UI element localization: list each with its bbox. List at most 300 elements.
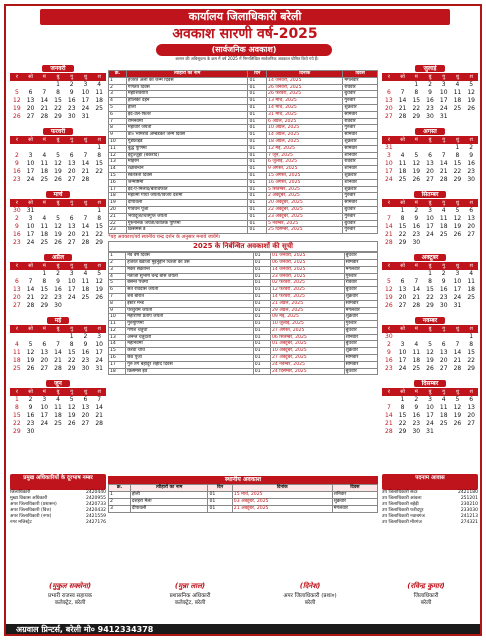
weekday-label: श [97,326,101,332]
date-cell: 20 [385,105,393,112]
restricted-row [109,341,378,348]
date-cell: 13 [81,404,90,411]
date-cell: 15 [40,286,49,293]
date-cell: 13 [40,349,49,356]
table-cell: 14 [109,166,127,173]
date-cell: 3 [28,152,33,159]
date-cell: 30 [385,333,393,340]
date-cell: 6 [83,396,88,403]
date-cell: 9 [14,223,19,230]
date-cell: 10 [398,349,407,356]
weekday-label: गु [442,74,446,80]
local-holidays-title: स्थानीय अवकाश [108,476,378,484]
date-cell: 19 [385,294,393,301]
weekday-label: बु [428,137,432,143]
holiday-calendar-sheet [4,4,482,636]
date-cell: 28 [81,239,90,246]
date-cell: 7 [28,278,33,285]
date-cell: 19 [13,105,21,112]
date-cell [451,113,465,121]
date-cell: 11 [81,278,90,285]
weekday-label: गु [442,137,446,143]
weekday-label: बु [56,137,60,143]
date-cell [79,302,93,310]
date-cell: 15 [426,286,434,293]
month-label: सितम्बर [414,191,447,198]
table-cell: 01 [208,499,232,506]
contact-designation: उप जिलाधिकारी मीरगंज [382,520,422,525]
contact-number: 2421180 [457,490,478,495]
date-cell: 31 [426,428,434,435]
date-cell: 11 [412,349,421,356]
table-cell: 6 अप्रैल, 2025 [267,118,343,125]
date-cell: 29 [467,365,475,372]
table-cell: 19 [109,200,127,207]
weekday-label: मं [414,74,418,80]
signatory-place: बरेली [420,600,432,606]
weekday-label: बु [56,74,60,80]
date-cell: 10 [426,215,434,222]
date-cell: 6 [469,396,474,403]
table-cell: 3 [109,91,127,98]
table-cell: 10 जुलाई, 2025 [270,321,344,328]
date-cell: 2 [28,396,33,403]
contact-number: 2421559 [85,514,106,519]
date-cell [37,144,51,152]
table-cell: 11 [109,321,126,328]
date-cell: 13 [467,404,475,411]
date-cell [65,144,79,152]
date-grid [382,144,478,184]
table-cell: 01 [253,273,270,280]
date-cell: 21 [81,168,90,175]
weekday-label: र [15,137,18,143]
date-cell: 5 [14,89,19,96]
date-cell: 16 [412,223,421,230]
table-cell: सोमवार [344,259,377,266]
table-cell: 1 [109,253,126,260]
table-cell: 16 [109,355,126,362]
date-cell: 9 [469,152,474,159]
month-name [10,316,106,325]
weekday-label: मं [42,263,46,269]
date-cell [382,207,396,215]
date-cell: 25 [412,365,421,372]
table-cell: शुक्रवार [343,172,378,179]
date-grid [10,333,106,373]
table-cell: 7 [109,118,127,125]
month-name [382,379,478,388]
date-cell: 27 [426,176,434,183]
date-cell: 19 [54,231,62,238]
weekday-label: गु [442,389,446,395]
table-cell: 01 [248,145,267,152]
printer-footer: अग्रवाल प्रिन्टर्स, बरेली मो० 9412334378 [6,624,480,636]
date-cell: 28 [439,176,448,183]
date-cell [396,81,410,89]
date-cell: 16 [426,97,434,104]
table-cell: 01 [253,266,270,273]
month-block [382,64,478,121]
restricted-row [109,280,378,287]
table-cell: बुधवार [344,327,377,334]
month-name [10,190,106,199]
date-cell: 3 [83,81,88,88]
table-cell: 17 [109,361,126,368]
restricted-holidays-table [108,252,378,375]
date-cell: 27 [67,239,76,246]
table-cell: 2 [109,499,131,506]
table-cell: रविवार [343,84,378,91]
date-cell: 28 [385,239,393,246]
date-grid [10,396,106,436]
table-cell: 14 [109,341,126,348]
date-cell: 6 [69,152,74,159]
date-cell: 20 [81,412,90,419]
table-cell: परशुराम जयंती [126,307,253,314]
contacts-left-title: प्रमुख अधिकारियों के दूरभाष नम्बर [10,474,106,490]
date-cell: 12 [54,160,62,167]
table-cell: 27 अगस्त, 2025 [270,327,344,334]
holiday-row [109,152,378,159]
date-cell: 18 [467,286,475,293]
date-grid [10,81,106,121]
date-cell [437,239,451,247]
table-cell: 15 मार्च, 2025 [232,492,332,499]
date-cell: 10 [453,278,462,285]
date-cell: 30 [26,428,35,435]
date-cell: 17 [398,357,407,364]
date-cell: 22 [467,357,475,364]
table-cell: बसन्त पंचमी [126,280,253,287]
date-cell: 6 [69,215,74,222]
date-cell: 20 [67,168,76,175]
date-cell: 1 [14,396,19,403]
date-cell: 27 [13,302,21,309]
date-cell: 2 [69,81,74,88]
date-cell: 13 [439,349,448,356]
table-cell: गुरुवार [344,273,377,280]
weekday-label: शु [455,263,460,269]
date-cell: 11 [95,89,103,96]
table-cell: करवा चौथ [126,348,253,355]
date-cell: 29 [412,113,421,120]
date-cell: 29 [54,113,62,120]
date-cell: 18 [81,286,90,293]
table-cell: गुरु तेग बहादुर शहीद दिवस [126,361,253,368]
table-cell: 01 [248,179,267,186]
weekday-label: सो [28,200,33,206]
date-cell: 21 [81,231,90,238]
date-cell: 10 [81,89,90,96]
weekday-label: गु [442,263,446,269]
date-cell: 15 [13,412,21,419]
date-cell: 9 [28,404,33,411]
weekday-label: र [15,389,18,395]
date-cell: 1 [428,270,432,277]
weekday-label: र [15,263,18,269]
table-cell: 8 [109,125,127,132]
weekday-label: श [469,389,473,395]
date-cell [79,207,93,215]
date-cell: 25 [467,294,475,301]
date-cell: 23 [26,420,35,427]
date-cell: 23 [439,294,448,301]
table-cell: 29 अप्रैल, 2025 [270,307,344,314]
table-cell: 01 [253,259,270,266]
date-cell: 17 [426,412,434,419]
contact-number: 274321 [460,520,478,525]
month-label: अगस्त [415,128,445,135]
date-cell: 7 [441,152,446,159]
table-cell: गणेश चतुर्थी [126,327,253,334]
date-cell: 22 [398,231,407,238]
restricted-row [109,321,378,328]
date-cell: 28 [40,113,49,120]
date-cell: 8 [56,89,60,96]
date-cell: 26 [54,239,62,246]
date-cell: 26 [453,231,462,238]
date-cell: 8 [14,404,19,411]
table-cell: 14 फरवरी, 2025 [270,293,344,300]
table-cell: 01 [248,104,267,111]
table-cell: रामनवमी [126,118,248,125]
date-cell: 25 [40,176,49,183]
date-cell: 3 [441,81,446,88]
table-cell: महाशिवरात्रि [126,91,248,98]
contacts-right-title: पदनाम आवास [382,474,478,490]
header [6,6,480,52]
page-subtitle: (सार्वजनिक अवकाश) [156,44,332,56]
table-cell: 10 [109,314,126,321]
table-cell: 14 जनवरी, 2025 [267,77,343,84]
weekday-label: सो [28,137,33,143]
table-cell: 01 [253,321,270,328]
signature [16,579,124,607]
date-cell: 1 [400,396,405,403]
weekday-label: सो [28,389,33,395]
table-cell: 3 [109,506,131,513]
date-cell: 10 [26,160,35,167]
date-cell: 11 [467,278,475,285]
weekday-label: गु [442,326,446,332]
date-grid [382,396,478,436]
table-cell: 21 [109,213,127,220]
date-cell: 17 [81,97,90,104]
table-cell: छठ पूजा [126,355,253,362]
date-cell: 1 [469,333,474,340]
column-header: दिनांक [232,485,332,492]
table-cell: 2 [109,259,126,266]
table-cell: 01 [248,186,267,193]
weekday-label: गु [442,200,446,206]
table-cell: बुधवार [344,368,377,375]
table-cell: 7 जून, 2025 [267,152,343,159]
date-cell: 10 [26,223,35,230]
date-cell: 31 [453,302,462,309]
weekday-label: र [15,326,18,332]
date-cell: 30 [426,113,434,120]
date-cell: 16 [13,231,21,238]
date-cell: 12 [26,349,35,356]
table-cell: 1 [109,492,131,499]
weekday-label: श [97,200,101,206]
date-cell: 22 [95,168,103,175]
column-header: दिन [248,71,267,78]
table-cell: ईद-उल-फितर [126,111,248,118]
date-cell: 31 [95,365,103,372]
contacts-left [10,474,106,526]
restricted-holidays-title: 2025 के निर्बन्धित अवकाशों की सूची [108,241,378,252]
date-cell: 25 [439,231,448,238]
date-cell [423,144,437,152]
weekday-label: र [387,326,390,332]
weekday-label: श [469,263,473,269]
date-cell: 26 [26,365,35,372]
date-cell: 20 [426,168,434,175]
date-cell: 3 [428,396,432,403]
date-cell: 15 [453,160,462,167]
weekday-row [10,136,106,144]
weekday-label: बु [56,326,60,332]
date-cell: 30 [13,207,21,214]
weekday-label: श [97,389,101,395]
date-cell: 1 [455,144,460,151]
date-cell: 24 [95,357,103,364]
date-cell: 16 [26,412,35,419]
contact-number: 251201 [460,496,478,501]
date-cell [451,428,465,436]
table-cell: गुरुवार [343,227,378,234]
weekday-label: शु [83,137,88,143]
date-cell: 6 [42,341,47,348]
restricted-row [109,368,378,375]
weekday-label: बु [428,74,432,80]
date-cell: 5 [56,152,60,159]
holiday-row [109,111,378,118]
table-cell: 3 [109,266,126,273]
date-cell: 17 [453,286,462,293]
table-cell: 01 [248,206,267,213]
table-cell: 01 [253,307,270,314]
table-cell: 5 सितम्बर, 2025 [267,186,343,193]
table-cell: 01 [253,327,270,334]
contact-designation: नगर मजिस्ट्रेट [10,520,32,525]
table-cell: 5 [109,104,127,111]
date-cell: 7 [83,215,88,222]
weekday-label: मं [42,389,46,395]
date-cell: 25 [439,420,448,427]
date-cell: 3 [42,396,47,403]
date-cell: 4 [441,207,446,214]
table-cell: 01 [248,220,267,227]
table-cell: बुधवार [343,91,378,98]
date-cell: 19 [95,286,103,293]
month-block [10,127,106,184]
date-cell: 4 [455,81,460,88]
holiday-row [109,138,378,145]
month-block [382,253,478,310]
date-cell: 6 [400,278,405,285]
local-holiday-row [109,492,378,499]
date-cell: 8 [400,215,405,222]
table-cell: महावीर जयंती [126,125,248,132]
contact-number: 2420955 [85,496,106,501]
date-cell: 24 [398,365,407,372]
table-cell: ईस्टर मन्डे [126,300,253,307]
date-cell: 12 [385,286,393,293]
date-cell [437,144,451,152]
date-cell: 17 [439,97,448,104]
date-cell: 7 [97,396,102,403]
date-cell: 14 [81,160,90,167]
table-cell: 13 [109,334,126,341]
date-cell: 26 [426,365,434,372]
date-cell [382,270,396,278]
contact-designation: उप जिलाधिकारी बहेड़ी [382,502,419,507]
date-cell: 20 [467,412,475,419]
date-cell: 28 [412,302,421,309]
table-cell: संत रविदास जयंती [126,287,253,294]
date-cell: 20 [40,357,49,364]
date-cell: 13 [426,160,434,167]
date-cell: 12 [426,349,434,356]
date-cell: 15 [467,349,475,356]
table-cell: मकर संक्रान्ति [126,266,253,273]
weekday-label: सो [28,326,33,332]
weekday-label: मं [42,326,46,332]
date-cell: 19 [467,97,475,104]
date-cell [464,239,478,247]
date-cell: 4 [42,215,47,222]
weekday-row [382,388,478,396]
date-cell: 19 [54,168,62,175]
date-cell: 7 [56,341,60,348]
date-cell: 3 [400,341,405,348]
table-cell: 13 मार्च, 2025 [267,98,343,105]
date-cell: 20 [439,357,448,364]
date-cell: 9 [83,341,88,348]
date-cell: 14 [81,223,90,230]
date-cell: 27 [467,420,475,427]
weekday-label: र [387,389,390,395]
table-cell: 01 [253,280,270,287]
date-cell: 11 [439,404,448,411]
date-cell: 16 [385,357,393,364]
date-cell: 29 [398,239,407,246]
weekday-label: सो [400,74,405,80]
date-cell: 6 [441,341,446,348]
date-cell: 25 [81,294,90,301]
table-cell: 18 [109,368,126,375]
date-cell: 13 [67,223,76,230]
table-cell: 15 अगस्त, 2025 [267,172,343,179]
date-cell: 28 [385,428,393,435]
date-cell: 19 [412,168,421,175]
restricted-row [109,361,378,368]
date-cell: 5 [69,396,74,403]
restricted-row [109,273,378,280]
date-cell: 1 [42,270,47,277]
table-cell: 27 अक्टूबर, 2025 [270,355,344,362]
date-cell: 12 [13,97,21,104]
weekday-label: मं [42,74,46,80]
date-cell: 18 [453,97,462,104]
holiday-row [109,179,378,186]
table-cell: ईद-ए-मिलाद/बारावफात [126,186,248,193]
date-cell: 27 [81,420,90,427]
table-cell: 23 अक्टूबर, 2025 [267,213,343,220]
